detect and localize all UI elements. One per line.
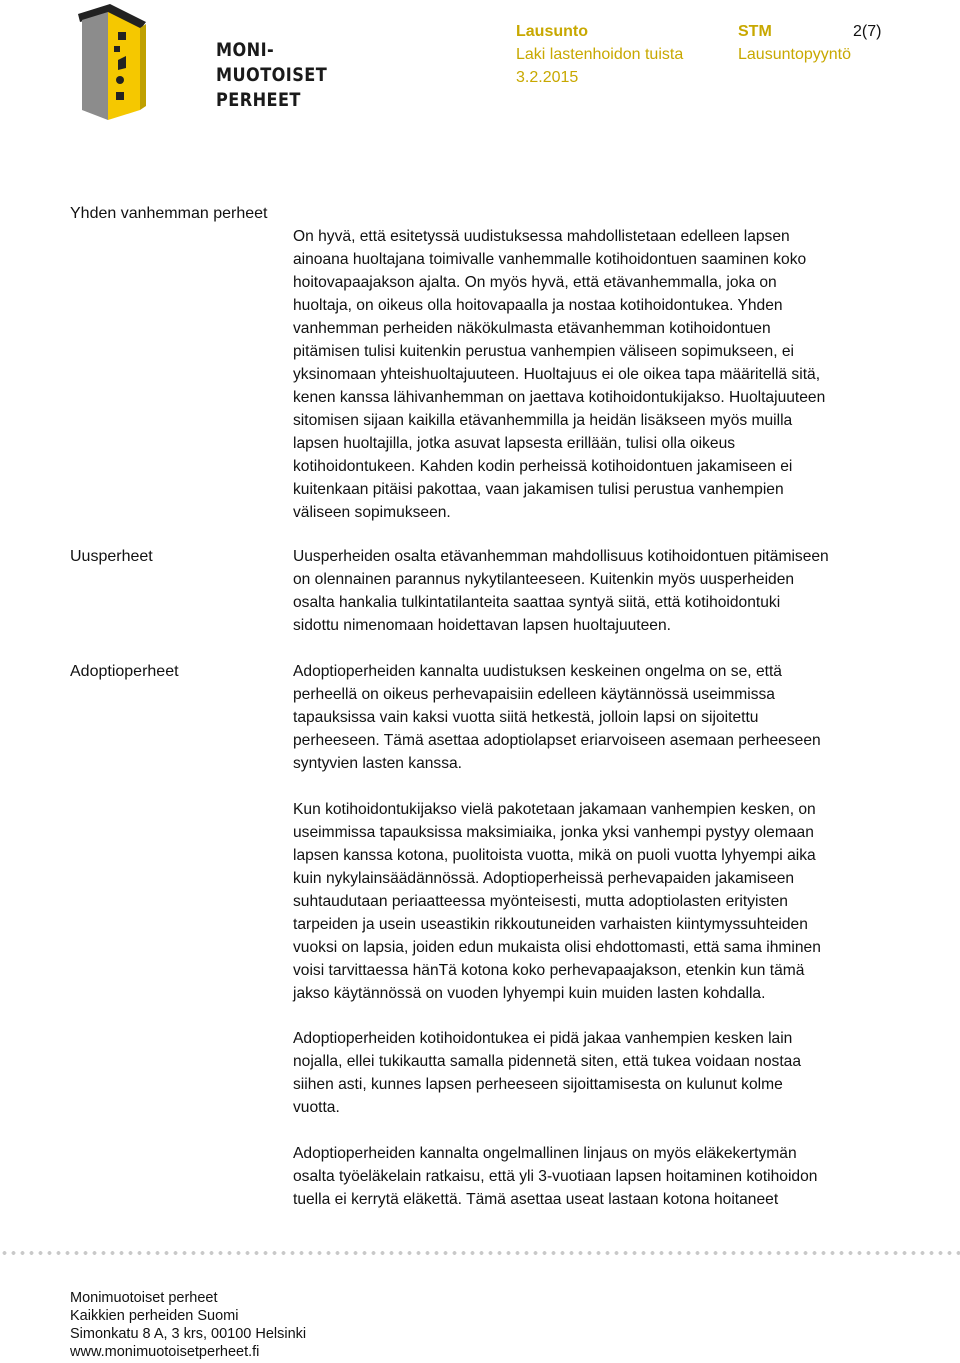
text-line: kuitenkaan pitäisi pakottaa, vaan jakamisen tulisi perustua vanhempien bbox=[293, 481, 784, 498]
text-line: kotihoidontukeen. Kahden kodin perheissä kotihoidontuen jakamiseen ei bbox=[293, 458, 793, 475]
text-line: sitomisen sijaan kaikilla etävanhemmilla ja heidän lisäkseen myös muilla bbox=[293, 412, 793, 429]
text-line: ainoana huoltajana toimivalle vanhemmalle kotihoidontuen saaminen koko bbox=[293, 251, 807, 268]
text-line: useimmissa tapauksissa maksimiaika, jonka yksi vanhempi pystyy olemaan bbox=[293, 824, 814, 841]
text-line: on olennainen parannus nykytilanteeseen. Kuitenkin myös uusperheiden bbox=[293, 571, 795, 588]
text-line: Adoptioperheiden kannalta ongelmallinen linjaus on myös eläkekertymän bbox=[293, 1145, 797, 1162]
logo-wordmark bbox=[216, 38, 347, 113]
text-line: voisi tarvittaessa hänTä kotona koko perhevapaajakson, etenkin kun tämä bbox=[293, 962, 805, 979]
text-line: vuoksi on lapsia, joiden edun mukaista olisi ehdottomasti, että sama ihminen bbox=[293, 939, 821, 956]
text-line: huoltaja, on oikeus olla hoitovapaalla ja nostaa kotihoidontukea. Yhden bbox=[293, 297, 783, 314]
footer-address: Simonkatu 8 A, 3 krs, 00100 Helsinki bbox=[70, 1326, 307, 1342]
paragraph-adoptive-2 bbox=[293, 798, 893, 1005]
text-line: siihen asti, kunnes lapsen perheeseen sijoittamisesta on kulunut kolme bbox=[293, 1076, 783, 1093]
text-line: tuella ei kerrytä eläkettä. Tämä asettaa useat lastaan kotona hoitaneet bbox=[293, 1191, 779, 1208]
paragraph-adoptive-4 bbox=[293, 1142, 893, 1211]
text-line: osalta työeläkelain ratkaisu, että yli 3-vuotiaan lapsen hoitaminen kotihoidon bbox=[293, 1168, 818, 1185]
organization-logo bbox=[68, 2, 328, 124]
text-line: pitämisen tulisi kuitenkin perustua vanhempien väliseen sopimukseen, ei bbox=[293, 343, 795, 360]
footer-website: www.monimuotoisetperheet.fi bbox=[70, 1344, 260, 1360]
header-page-number: 2(7) bbox=[853, 23, 882, 40]
text-line: vuotta. bbox=[293, 1099, 340, 1116]
text-line: väliseen sopimukseen. bbox=[293, 504, 451, 521]
paragraph-adoptive-3 bbox=[293, 1027, 893, 1119]
text-line: vanhemman perheiden näkökulmasta etävanhemman kotihoidontuen bbox=[293, 320, 771, 337]
footer-divider bbox=[0, 1250, 960, 1256]
text-line: Uusperheiden osalta etävanhemman mahdollisuus kotihoidontuen pitämiseen bbox=[293, 548, 829, 565]
text-line: osalta hankalia tulkintatilanteita saattaa syntyä siitä, että kotihoidontuki bbox=[293, 594, 781, 611]
text-line: syntyvien lasten kanssa. bbox=[293, 755, 463, 772]
section-label-stepfamilies: Uusperheet bbox=[70, 548, 153, 565]
text-line: On hyvä, että esitetyssä uudistuksessa mahdollistetaan edelleen lapsen bbox=[293, 228, 790, 245]
text-line: hoitovapaajakson ajalta. On myös hyvä, että etävanhemmalla, joka on bbox=[293, 274, 777, 291]
logo-line-2: MUOTOISET bbox=[216, 64, 328, 86]
text-line: perheellä on oikeus perhevapaisiin edelleen käytännössä useimmissa bbox=[293, 686, 775, 703]
text-line: lapsen kanssa kotona, puolitoista vuotta, mikä on puoli vuotta lyhyempi aika bbox=[293, 847, 816, 864]
text-line: suhtaudutaan periaatteessa myönteisesti, mutta adoptiolasten erityisten bbox=[293, 893, 788, 910]
header-request: Lausuntopyyntö bbox=[738, 46, 851, 63]
header-doc-type: Lausunto bbox=[516, 23, 588, 40]
text-line: yksinomaan yhteishuoltajuuteen. Huoltajuus ei ole oikea tapa määritellä sitä, bbox=[293, 366, 821, 383]
text-line: tarpeiden ja usein useastikin rikkoutuneiden varhaisten kiintymyssuhteiden bbox=[293, 916, 808, 933]
footer-tagline: Kaikkien perheiden Suomi bbox=[70, 1308, 239, 1324]
header-org: STM bbox=[738, 23, 772, 40]
text-line: kuin nykylainsäädännössä. Adoptioperheissä perhevapaiden jakamiseen bbox=[293, 870, 795, 887]
footer bbox=[70, 1289, 306, 1361]
text-line: sidottu nimenomaan hoidettavan lapsen huoltajuuteen. bbox=[293, 617, 671, 634]
text-line: kenen kanssa lähivanhemman on jaettava kotihoidontukijakso. Huoltajuuteen bbox=[293, 389, 826, 406]
text-line: tapauksissa vain kaksi vuotta siitä hetkestä, jolloin lapsi on sijoitettu bbox=[293, 709, 759, 726]
text-line: lapsen huoltajilla, jotka asuvat lapsesta erillään, tulisi olla oikeus bbox=[293, 435, 736, 452]
text-line: Adoptioperheiden kotihoidontukea ei pidä jakaa vanhempien kesken lain bbox=[293, 1030, 793, 1047]
text-line: Adoptioperheiden kannalta uudistuksen keskeinen ongelma on se, että bbox=[293, 663, 782, 680]
paragraph-single-parent bbox=[293, 225, 893, 524]
paragraph-stepfamilies bbox=[293, 545, 893, 637]
section-label-single-parent: Yhden vanhemman perheet bbox=[70, 205, 268, 222]
text-line: Kun kotihoidontukijakso vielä pakotetaan jakamaan vanhempien kesken, on bbox=[293, 801, 816, 818]
header-date: 3.2.2015 bbox=[516, 69, 579, 86]
logo-line-1: MONI- bbox=[216, 39, 275, 61]
text-line: perheeseen. Tämä asettaa adoptiolapset eriarvoiseen asemaan perheeseen bbox=[293, 732, 821, 749]
text-line: jakso käytännössä on vuoden lyhyempi kuin muiden lasten kohdalla. bbox=[293, 985, 766, 1002]
logo-line-3: PERHEET bbox=[216, 89, 301, 111]
header-subject: Laki lastenhoidon tuista bbox=[516, 46, 684, 63]
text-line: nojalla, ellei tukikautta samalla pidennetä siten, että tukea voidaan nostaa bbox=[293, 1053, 801, 1070]
paragraph-adoptive-1 bbox=[293, 660, 893, 775]
section-label-adoptive: Adoptioperheet bbox=[70, 663, 179, 680]
footer-org-name: Monimuotoiset perheet bbox=[70, 1290, 218, 1306]
